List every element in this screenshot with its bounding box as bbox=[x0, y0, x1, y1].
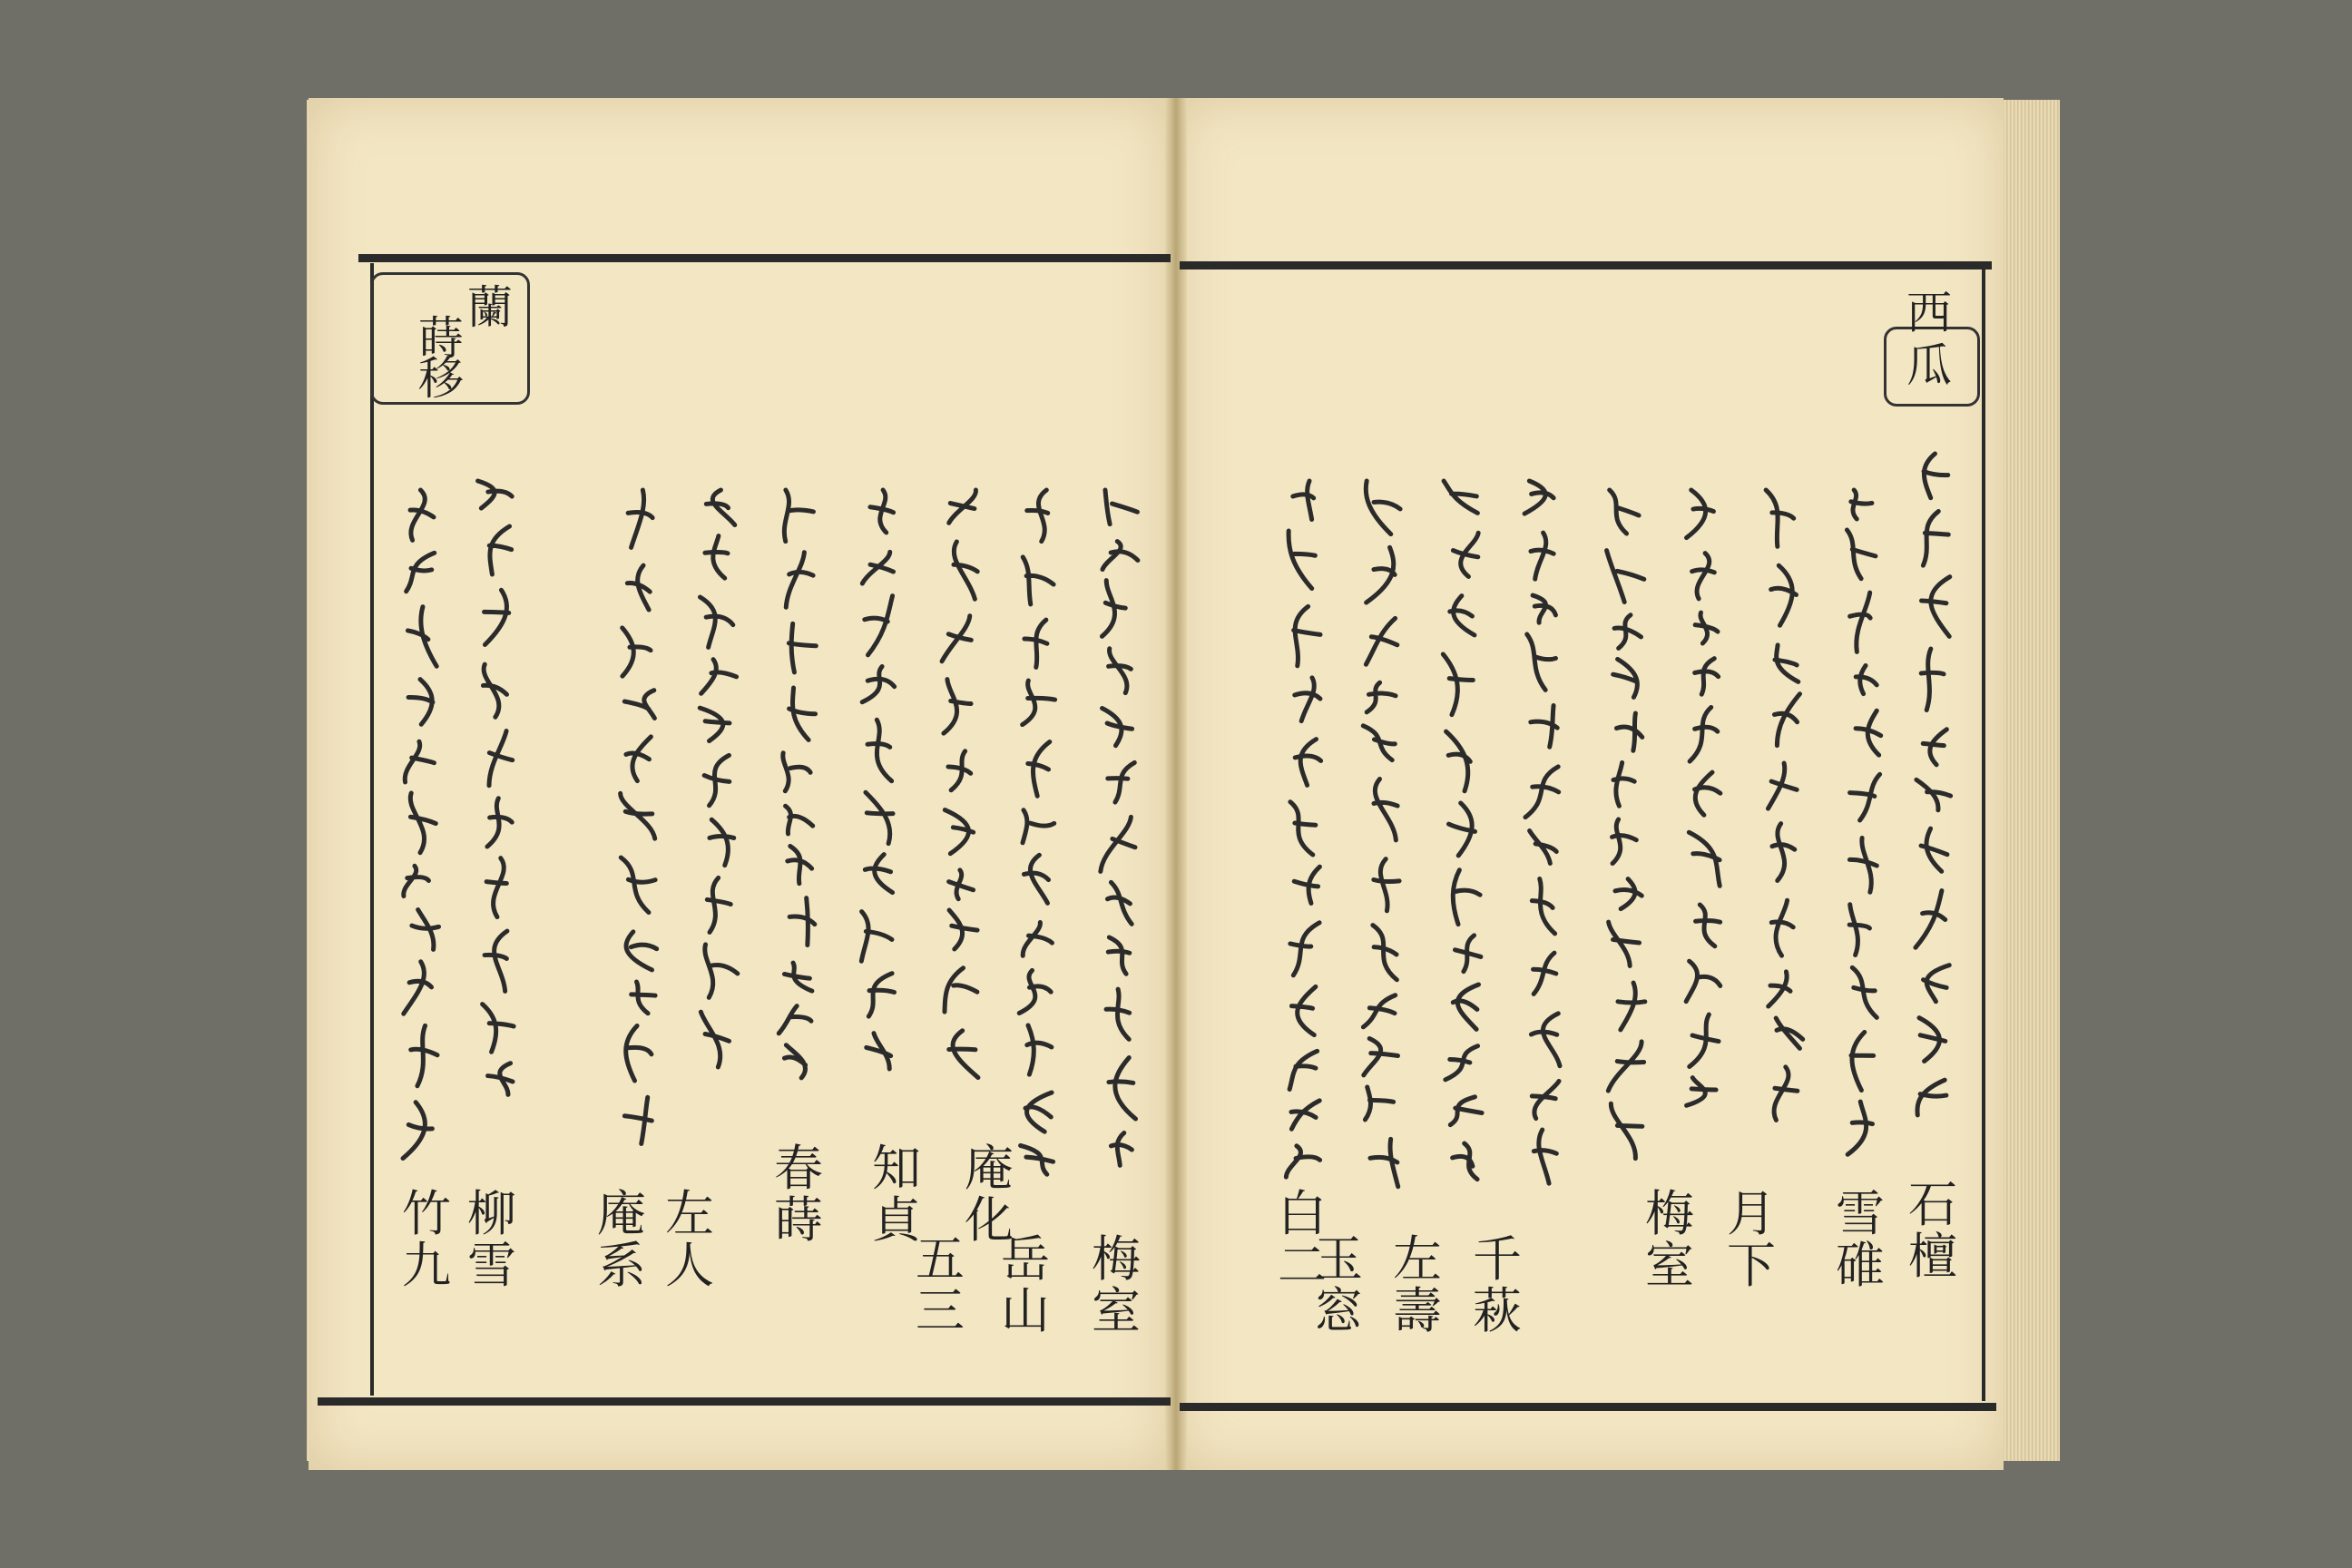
brush-stroke bbox=[1294, 606, 1320, 665]
brush-stroke bbox=[1024, 855, 1048, 903]
verse-author-signature: 庵化 bbox=[965, 1140, 1014, 1249]
brush-stroke bbox=[412, 910, 439, 950]
brush-stroke bbox=[1108, 762, 1135, 802]
brush-stroke bbox=[1612, 819, 1637, 864]
brush-stroke bbox=[1613, 762, 1634, 806]
brush-stroke bbox=[1453, 533, 1478, 576]
brush-stroke bbox=[1027, 490, 1048, 542]
brush-stroke bbox=[1105, 490, 1137, 524]
brush-stroke bbox=[710, 819, 734, 865]
brush-stroke bbox=[704, 755, 730, 805]
brush-stroke bbox=[1695, 612, 1718, 643]
cartouche-char: 瓜 bbox=[1906, 339, 1952, 392]
brush-stroke bbox=[1534, 1130, 1556, 1183]
brush-stroke bbox=[1028, 742, 1050, 797]
brush-stroke bbox=[1923, 730, 1946, 765]
brush-stroke bbox=[1025, 1093, 1052, 1132]
verse-author-signature: 白二 bbox=[1278, 1185, 1327, 1294]
brush-stroke bbox=[411, 1025, 437, 1085]
cartouche-char: 蒔 bbox=[418, 312, 464, 365]
brush-stroke bbox=[1696, 905, 1720, 946]
brush-stroke bbox=[954, 542, 977, 599]
brush-stroke bbox=[1611, 1103, 1642, 1158]
brush-stroke bbox=[1449, 803, 1475, 856]
brush-stroke bbox=[942, 616, 971, 662]
brush-stroke bbox=[949, 870, 974, 899]
brush-stroke bbox=[1850, 774, 1880, 820]
brush-stroke bbox=[705, 536, 728, 579]
brush-stroke bbox=[1532, 879, 1554, 934]
brush-stroke bbox=[1019, 970, 1051, 1013]
verse-author-signature: 梅室 bbox=[1092, 1230, 1141, 1339]
verse-author-signature: 雪碓 bbox=[1836, 1185, 1885, 1294]
brush-stroke bbox=[632, 982, 655, 1014]
brush-stroke bbox=[783, 753, 810, 791]
brush-stroke bbox=[478, 481, 513, 508]
brush-stroke bbox=[1916, 891, 1945, 948]
brush-stroke bbox=[1850, 593, 1871, 652]
brush-stroke bbox=[1366, 618, 1396, 664]
brush-stroke bbox=[1924, 965, 1950, 1002]
verse-author-signature: 春蒔 bbox=[774, 1140, 823, 1249]
brush-stroke bbox=[706, 490, 734, 525]
brush-stroke bbox=[1768, 763, 1797, 808]
brush-stroke bbox=[1102, 709, 1132, 746]
verse-author-signature: 梅室 bbox=[1645, 1185, 1694, 1294]
brush-stroke bbox=[865, 855, 892, 893]
brush-stroke bbox=[1101, 817, 1135, 871]
brush-stroke bbox=[1530, 831, 1557, 864]
brush-stroke bbox=[705, 945, 738, 998]
brush-stroke bbox=[1291, 1101, 1319, 1129]
verse-author-signature: 五三 bbox=[916, 1230, 965, 1339]
brush-stroke bbox=[1847, 530, 1875, 579]
brush-stroke bbox=[1852, 967, 1877, 1017]
brush-stroke bbox=[1851, 1033, 1874, 1091]
brush-stroke bbox=[1106, 989, 1130, 1039]
brush-stroke bbox=[1534, 953, 1556, 994]
brush-stroke bbox=[1923, 511, 1948, 565]
brush-stroke bbox=[407, 607, 436, 667]
brush-stroke bbox=[945, 810, 973, 854]
brush-stroke bbox=[1102, 542, 1138, 570]
brush-stroke bbox=[1374, 779, 1397, 840]
brush-stroke bbox=[788, 846, 812, 883]
brush-stroke bbox=[408, 680, 433, 725]
brush-stroke bbox=[1776, 1018, 1803, 1048]
brush-stroke bbox=[1365, 1087, 1393, 1120]
brush-stroke bbox=[489, 731, 513, 786]
brush-stroke bbox=[784, 1045, 805, 1078]
brush-stroke bbox=[1532, 1081, 1559, 1118]
brush-stroke bbox=[1289, 1051, 1318, 1089]
brush-stroke bbox=[489, 526, 511, 574]
brush-stroke bbox=[1610, 490, 1639, 534]
verse-author-signature: 柳雪 bbox=[467, 1185, 516, 1294]
brush-stroke bbox=[949, 910, 977, 949]
brush-stroke bbox=[1453, 1143, 1477, 1180]
brush-stroke bbox=[784, 963, 811, 991]
brush-stroke bbox=[1774, 694, 1799, 746]
brush-stroke bbox=[1446, 731, 1471, 791]
brush-stroke bbox=[1453, 870, 1480, 925]
brush-stroke bbox=[621, 793, 655, 838]
brush-stroke bbox=[948, 751, 971, 790]
brush-stroke bbox=[1289, 531, 1315, 588]
brush-stroke bbox=[868, 974, 894, 1016]
brush-stroke bbox=[1291, 986, 1315, 1034]
brush-stroke bbox=[1921, 649, 1944, 710]
cartouche-char: 蘭 bbox=[467, 281, 513, 334]
brush-stroke bbox=[1615, 879, 1642, 909]
brush-stroke bbox=[404, 866, 429, 896]
brush-stroke bbox=[410, 793, 436, 853]
brush-stroke bbox=[626, 737, 651, 781]
brush-stroke bbox=[624, 1097, 652, 1143]
brush-stroke bbox=[700, 597, 732, 647]
brush-stroke bbox=[949, 1031, 978, 1078]
brush-stroke bbox=[486, 858, 506, 917]
brush-stroke bbox=[789, 623, 816, 672]
brush-stroke bbox=[626, 1025, 652, 1080]
brush-stroke bbox=[487, 799, 512, 847]
brush-stroke bbox=[1618, 983, 1645, 1030]
brush-stroke bbox=[1293, 481, 1314, 520]
brush-stroke bbox=[1774, 1067, 1798, 1121]
brush-stroke bbox=[1531, 706, 1557, 748]
verse-author-signature: 月下 bbox=[1727, 1185, 1776, 1294]
brush-stroke bbox=[1450, 1097, 1482, 1125]
brush-stroke bbox=[1290, 923, 1319, 975]
cartouche-char: 移 bbox=[418, 352, 464, 405]
brush-stroke bbox=[404, 962, 432, 1014]
brush-stroke bbox=[1849, 838, 1877, 893]
brush-stroke bbox=[1023, 922, 1052, 956]
brush-stroke bbox=[1609, 922, 1640, 965]
brush-stroke bbox=[861, 912, 892, 962]
verse-author-signature: 岳山 bbox=[1001, 1230, 1050, 1339]
brush-stroke bbox=[707, 877, 730, 932]
brush-stroke bbox=[779, 1006, 811, 1034]
brush-stroke bbox=[1021, 1145, 1054, 1174]
brush-stroke bbox=[867, 1034, 891, 1069]
brush-stroke bbox=[483, 664, 506, 717]
brush-stroke bbox=[1023, 557, 1054, 604]
brush-stroke bbox=[1363, 995, 1395, 1027]
brush-stroke bbox=[1023, 681, 1055, 725]
verse-author-signature: 石檀 bbox=[1908, 1176, 1957, 1285]
brush-stroke bbox=[701, 1012, 729, 1067]
brush-stroke bbox=[1374, 859, 1399, 911]
brush-stroke bbox=[784, 490, 813, 542]
brush-stroke bbox=[1370, 1139, 1398, 1186]
brush-stroke bbox=[1772, 824, 1795, 881]
brush-stroke bbox=[1531, 533, 1553, 579]
brush-stroke bbox=[1689, 832, 1720, 886]
brush-stroke bbox=[1367, 682, 1396, 712]
brush-stroke bbox=[483, 1004, 514, 1053]
brush-stroke bbox=[1111, 1133, 1132, 1166]
brush-stroke bbox=[1363, 726, 1395, 760]
verse-author-signature: 竹九 bbox=[402, 1185, 451, 1294]
brush-stroke bbox=[1607, 551, 1644, 603]
brush-stroke bbox=[485, 931, 507, 991]
brush-stroke bbox=[1919, 1018, 1945, 1062]
brush-stroke bbox=[1687, 490, 1714, 538]
brush-stroke bbox=[627, 565, 650, 610]
verse-author-signature: 左壽 bbox=[1393, 1230, 1442, 1339]
cartouche-char: 西 bbox=[1906, 287, 1952, 339]
brush-stroke bbox=[1766, 490, 1794, 546]
brush-stroke bbox=[786, 553, 813, 608]
brush-stroke bbox=[700, 708, 730, 740]
brush-stroke bbox=[1922, 577, 1950, 637]
brush-stroke bbox=[485, 590, 509, 644]
brush-stroke bbox=[1771, 900, 1793, 956]
verse-author-signature: 知貞 bbox=[872, 1140, 921, 1249]
brush-stroke bbox=[862, 667, 894, 702]
brush-stroke bbox=[1450, 596, 1475, 635]
brush-stroke bbox=[1608, 1042, 1643, 1091]
brush-stroke bbox=[949, 490, 976, 523]
brush-stroke bbox=[1856, 665, 1877, 693]
brush-stroke bbox=[403, 1102, 432, 1159]
brush-stroke bbox=[1695, 659, 1719, 695]
verse-author-signature: 千萩 bbox=[1473, 1230, 1522, 1339]
brush-stroke bbox=[1455, 936, 1480, 972]
brush-stroke bbox=[1443, 654, 1473, 715]
brush-stroke bbox=[1525, 767, 1559, 818]
brush-stroke bbox=[1687, 1078, 1717, 1106]
verse-author-signature: 庵系 bbox=[597, 1185, 646, 1294]
brush-stroke bbox=[1924, 454, 1948, 498]
brush-stroke bbox=[1109, 1058, 1136, 1120]
brush-stroke bbox=[1531, 1014, 1560, 1066]
brush-stroke bbox=[1533, 595, 1555, 622]
brush-stroke bbox=[1446, 1046, 1478, 1080]
brush-stroke bbox=[867, 720, 892, 780]
brush-stroke bbox=[1527, 634, 1556, 690]
brush-stroke bbox=[1102, 581, 1125, 637]
brush-stroke bbox=[1107, 882, 1132, 924]
brush-stroke bbox=[1109, 649, 1132, 693]
brush-stroke bbox=[1453, 985, 1478, 1029]
brush-stroke bbox=[1695, 772, 1720, 815]
brush-stroke bbox=[407, 553, 435, 591]
brush-stroke bbox=[1775, 645, 1798, 681]
brush-stroke bbox=[862, 552, 893, 583]
brush-stroke bbox=[1444, 481, 1477, 513]
brush-stroke bbox=[1286, 1146, 1319, 1177]
brush-stroke bbox=[622, 628, 651, 676]
brush-stroke bbox=[1686, 961, 1720, 1001]
brush-stroke bbox=[1027, 1025, 1052, 1074]
brush-stroke bbox=[1847, 1102, 1872, 1154]
brush-stroke bbox=[865, 596, 893, 655]
brush-stroke bbox=[488, 1063, 513, 1095]
brush-stroke bbox=[1108, 937, 1130, 974]
brush-stroke bbox=[1769, 972, 1790, 1006]
brush-stroke bbox=[1921, 828, 1947, 871]
brush-stroke bbox=[1613, 659, 1638, 697]
brush-stroke bbox=[1373, 926, 1396, 980]
brush-stroke bbox=[1690, 707, 1718, 761]
brush-stroke bbox=[1849, 905, 1869, 956]
brush-stroke bbox=[944, 680, 971, 733]
brush-stroke bbox=[1616, 713, 1642, 750]
brush-stroke bbox=[1771, 565, 1797, 625]
brush-stroke bbox=[1295, 740, 1320, 786]
brush-stroke bbox=[1856, 710, 1881, 755]
verse-author-signature: 左人 bbox=[665, 1185, 714, 1294]
brush-stroke bbox=[866, 792, 893, 843]
brush-stroke bbox=[1690, 1014, 1719, 1066]
brush-stroke bbox=[628, 490, 652, 547]
brush-stroke bbox=[1614, 615, 1641, 649]
brush-stroke bbox=[621, 858, 655, 912]
brush-stroke bbox=[786, 806, 813, 834]
verse-author-signature: 玉窓 bbox=[1314, 1230, 1363, 1339]
brush-stroke bbox=[405, 741, 434, 782]
brush-stroke bbox=[1366, 481, 1400, 534]
brush-stroke bbox=[789, 898, 815, 946]
brush-stroke bbox=[1367, 547, 1395, 603]
brush-stroke bbox=[626, 932, 657, 970]
brush-stroke bbox=[1916, 779, 1951, 809]
brush-stroke bbox=[1851, 490, 1872, 519]
brush-stroke bbox=[789, 688, 816, 740]
brush-stroke bbox=[1023, 810, 1054, 843]
brush-stroke bbox=[1524, 481, 1553, 514]
brush-stroke bbox=[870, 490, 894, 533]
brush-stroke bbox=[624, 691, 654, 719]
brush-stroke bbox=[701, 660, 737, 694]
brush-stroke bbox=[1294, 867, 1319, 903]
brush-stroke bbox=[1290, 802, 1316, 855]
brush-stroke bbox=[1364, 1039, 1398, 1075]
brush-stroke bbox=[945, 968, 977, 1012]
brush-stroke bbox=[410, 490, 434, 540]
brush-stroke bbox=[1295, 678, 1320, 721]
brush-stroke bbox=[1917, 1080, 1946, 1115]
brush-stroke bbox=[1024, 620, 1047, 667]
brush-stroke bbox=[1692, 554, 1715, 599]
